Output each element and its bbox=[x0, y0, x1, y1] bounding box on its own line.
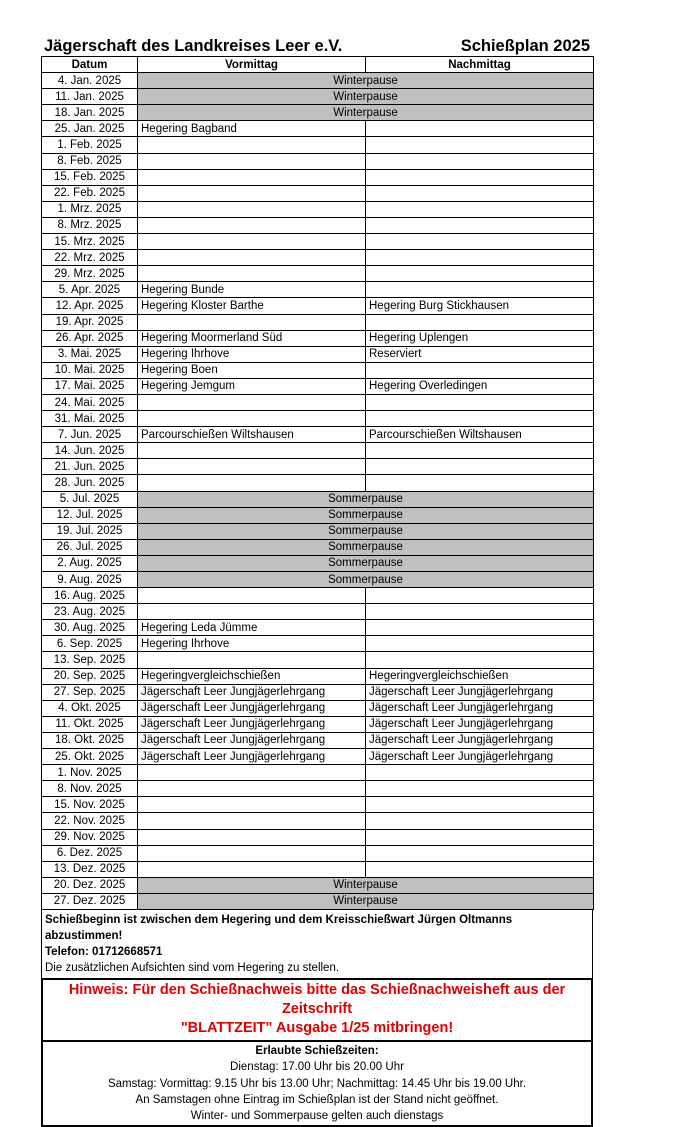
row-date: 1. Mrz. 2025 bbox=[42, 201, 138, 217]
column-header-morning: Vormittag bbox=[138, 57, 366, 73]
table-row bbox=[42, 330, 594, 346]
table-row bbox=[42, 507, 594, 523]
table-row bbox=[42, 716, 594, 732]
row-afternoon bbox=[366, 282, 594, 298]
row-morning: Jägerschaft Leer Jungjägerlehrgang bbox=[138, 749, 366, 765]
row-date: 19. Jul. 2025 bbox=[42, 523, 138, 539]
row-afternoon: Hegeringvergleichschießen bbox=[366, 668, 594, 684]
row-date: 1. Nov. 2025 bbox=[42, 765, 138, 781]
row-date: 30. Aug. 2025 bbox=[42, 620, 138, 636]
row-date: 9. Aug. 2025 bbox=[42, 572, 138, 588]
table-row bbox=[42, 137, 594, 153]
row-pause: Sommerpause bbox=[138, 523, 594, 539]
table-row bbox=[42, 378, 594, 394]
table-row bbox=[42, 700, 594, 716]
table-row bbox=[42, 443, 594, 459]
shooting-times-title: Erlaubte Schießzeiten: bbox=[255, 1044, 379, 1057]
row-morning: Hegering Bagband bbox=[138, 121, 366, 137]
table-row bbox=[42, 523, 594, 539]
row-morning: Jägerschaft Leer Jungjägerlehrgang bbox=[138, 732, 366, 748]
page-header bbox=[41, 33, 593, 56]
row-date: 22. Mrz. 2025 bbox=[42, 250, 138, 266]
row-pause: Sommerpause bbox=[138, 539, 594, 555]
shooting-times-box bbox=[41, 1042, 593, 1127]
row-pause: Winterpause bbox=[138, 105, 594, 121]
row-afternoon bbox=[366, 201, 594, 217]
row-afternoon: Hegering Uplengen bbox=[366, 330, 594, 346]
row-afternoon bbox=[366, 250, 594, 266]
row-pause: Sommerpause bbox=[138, 572, 594, 588]
table-row bbox=[42, 411, 594, 427]
row-date: 3. Mai. 2025 bbox=[42, 346, 138, 362]
row-morning: Parcourschießen Wiltshausen bbox=[138, 427, 366, 443]
row-afternoon: Jägerschaft Leer Jungjägerlehrgang bbox=[366, 700, 594, 716]
schedule-table bbox=[41, 56, 594, 910]
shooting-times-closed: An Samstagen ohne Eintrag im Schießplan ist der Stand nicht geöffnet. bbox=[135, 1093, 499, 1106]
row-morning bbox=[138, 781, 366, 797]
table-row bbox=[42, 765, 594, 781]
table-row bbox=[42, 893, 594, 909]
schedule-body bbox=[42, 73, 594, 910]
table-row bbox=[42, 266, 594, 282]
hint-line-1: Hinweis: Für den Schießnachweis bitte das Schießnachweisheft aus der Zeitschrift bbox=[68, 981, 566, 1017]
row-date: 24. Mai. 2025 bbox=[42, 394, 138, 410]
row-pause: Winterpause bbox=[138, 73, 594, 89]
row-afternoon bbox=[366, 185, 594, 201]
row-date: 29. Nov. 2025 bbox=[42, 829, 138, 845]
row-afternoon: Jägerschaft Leer Jungjägerlehrgang bbox=[366, 716, 594, 732]
row-date: 12. Jul. 2025 bbox=[42, 507, 138, 523]
row-afternoon bbox=[366, 314, 594, 330]
row-morning bbox=[138, 459, 366, 475]
row-pause: Winterpause bbox=[138, 893, 594, 909]
row-pause: Sommerpause bbox=[138, 555, 594, 571]
table-row bbox=[42, 169, 594, 185]
row-afternoon bbox=[366, 861, 594, 877]
row-date: 27. Dez. 2025 bbox=[42, 893, 138, 909]
shooting-times-tuesday: Dienstag: 17.00 Uhr bis 20.00 Uhr bbox=[230, 1061, 404, 1074]
row-morning bbox=[138, 217, 366, 233]
row-afternoon: Jägerschaft Leer Jungjägerlehrgang bbox=[366, 749, 594, 765]
row-morning bbox=[138, 153, 366, 169]
row-date: 10. Mai. 2025 bbox=[42, 362, 138, 378]
plan-title: Schießplan 2025 bbox=[460, 37, 590, 55]
row-date: 28. Jun. 2025 bbox=[42, 475, 138, 491]
table-row bbox=[42, 845, 594, 861]
row-afternoon bbox=[366, 797, 594, 813]
notes-supervision: Die zusätzlichen Aufsichten sind vom Hegering zu stellen. bbox=[45, 961, 340, 974]
hint-line-2: "BLATTZEIT" Ausgabe 1/25 mitbringen! bbox=[180, 1019, 454, 1036]
row-morning: Hegering Leda Jümme bbox=[138, 620, 366, 636]
row-morning bbox=[138, 169, 366, 185]
row-afternoon bbox=[366, 137, 594, 153]
table-row bbox=[42, 813, 594, 829]
table-row bbox=[42, 829, 594, 845]
column-header-date: Datum bbox=[42, 57, 138, 73]
row-date: 27. Sep. 2025 bbox=[42, 684, 138, 700]
column-header-afternoon: Nachmittag bbox=[366, 57, 594, 73]
row-morning bbox=[138, 829, 366, 845]
row-afternoon: Jägerschaft Leer Jungjägerlehrgang bbox=[366, 684, 594, 700]
table-row bbox=[42, 732, 594, 748]
row-afternoon bbox=[366, 475, 594, 491]
row-afternoon: Hegering Burg Stickhausen bbox=[366, 298, 594, 314]
row-morning: Hegering Kloster Barthe bbox=[138, 298, 366, 314]
table-row bbox=[42, 234, 594, 250]
table-row bbox=[42, 797, 594, 813]
table-row bbox=[42, 185, 594, 201]
table-row bbox=[42, 298, 594, 314]
row-date: 5. Apr. 2025 bbox=[42, 282, 138, 298]
row-date: 8. Nov. 2025 bbox=[42, 781, 138, 797]
row-morning bbox=[138, 797, 366, 813]
row-afternoon: Parcourschießen Wiltshausen bbox=[366, 427, 594, 443]
row-date: 16. Aug. 2025 bbox=[42, 588, 138, 604]
table-row bbox=[42, 427, 594, 443]
table-row bbox=[42, 668, 594, 684]
table-row bbox=[42, 217, 594, 233]
row-date: 12. Apr. 2025 bbox=[42, 298, 138, 314]
row-date: 4. Jan. 2025 bbox=[42, 73, 138, 89]
table-row bbox=[42, 620, 594, 636]
row-afternoon bbox=[366, 845, 594, 861]
table-row bbox=[42, 105, 594, 121]
row-date: 22. Feb. 2025 bbox=[42, 185, 138, 201]
row-afternoon bbox=[366, 362, 594, 378]
row-afternoon bbox=[366, 604, 594, 620]
row-morning: Jägerschaft Leer Jungjägerlehrgang bbox=[138, 700, 366, 716]
row-afternoon bbox=[366, 234, 594, 250]
table-row bbox=[42, 588, 594, 604]
row-afternoon bbox=[366, 459, 594, 475]
row-date: 11. Okt. 2025 bbox=[42, 716, 138, 732]
row-date: 22. Nov. 2025 bbox=[42, 813, 138, 829]
row-afternoon bbox=[366, 217, 594, 233]
row-afternoon: Jägerschaft Leer Jungjägerlehrgang bbox=[366, 732, 594, 748]
row-afternoon bbox=[366, 781, 594, 797]
row-morning bbox=[138, 861, 366, 877]
row-morning bbox=[138, 443, 366, 459]
row-date: 8. Mrz. 2025 bbox=[42, 217, 138, 233]
row-date: 15. Mrz. 2025 bbox=[42, 234, 138, 250]
table-row bbox=[42, 362, 594, 378]
row-morning bbox=[138, 394, 366, 410]
row-date: 15. Nov. 2025 bbox=[42, 797, 138, 813]
row-afternoon bbox=[366, 765, 594, 781]
row-morning: Hegeringvergleichschießen bbox=[138, 668, 366, 684]
table-row bbox=[42, 604, 594, 620]
notes-box bbox=[41, 910, 593, 980]
row-date: 25. Jan. 2025 bbox=[42, 121, 138, 137]
row-date: 8. Feb. 2025 bbox=[42, 153, 138, 169]
notes-phone: Telefon: 01712668571 bbox=[45, 945, 163, 958]
row-afternoon bbox=[366, 411, 594, 427]
row-date: 18. Jan. 2025 bbox=[42, 105, 138, 121]
table-row bbox=[42, 861, 594, 877]
notes-start-info: Schießbeginn ist zwischen dem Hegering und dem Kreisschießwart Jürgen Oltmanns abzustimmen! bbox=[45, 913, 513, 942]
hint-box bbox=[41, 980, 593, 1042]
row-afternoon bbox=[366, 620, 594, 636]
row-date: 1. Feb. 2025 bbox=[42, 137, 138, 153]
row-date: 14. Jun. 2025 bbox=[42, 443, 138, 459]
row-morning bbox=[138, 137, 366, 153]
row-pause: Sommerpause bbox=[138, 507, 594, 523]
table-row bbox=[42, 201, 594, 217]
row-date: 18. Okt. 2025 bbox=[42, 732, 138, 748]
shooting-times-pause: Winter- und Sommerpause gelten auch dienstags bbox=[190, 1110, 444, 1123]
row-afternoon bbox=[366, 652, 594, 668]
table-row bbox=[42, 684, 594, 700]
row-date: 21. Jun. 2025 bbox=[42, 459, 138, 475]
table-row bbox=[42, 877, 594, 893]
row-morning bbox=[138, 475, 366, 491]
table-row bbox=[42, 346, 594, 362]
table-row bbox=[42, 652, 594, 668]
row-morning: Hegering Bunde bbox=[138, 282, 366, 298]
table-row bbox=[42, 781, 594, 797]
row-date: 13. Sep. 2025 bbox=[42, 652, 138, 668]
row-morning: Jägerschaft Leer Jungjägerlehrgang bbox=[138, 684, 366, 700]
row-date: 13. Dez. 2025 bbox=[42, 861, 138, 877]
table-row bbox=[42, 394, 594, 410]
row-date: 20. Dez. 2025 bbox=[42, 877, 138, 893]
row-afternoon bbox=[366, 443, 594, 459]
row-afternoon bbox=[366, 813, 594, 829]
table-row bbox=[42, 572, 594, 588]
row-morning bbox=[138, 604, 366, 620]
row-date: 19. Apr. 2025 bbox=[42, 314, 138, 330]
table-row bbox=[42, 555, 594, 571]
row-morning bbox=[138, 411, 366, 427]
row-date: 2. Aug. 2025 bbox=[42, 555, 138, 571]
table-row bbox=[42, 89, 594, 105]
row-pause: Winterpause bbox=[138, 877, 594, 893]
row-afternoon bbox=[366, 829, 594, 845]
table-row bbox=[42, 636, 594, 652]
row-afternoon: Hegering Overledingen bbox=[366, 378, 594, 394]
row-morning bbox=[138, 266, 366, 282]
table-row bbox=[42, 491, 594, 507]
table-row bbox=[42, 459, 594, 475]
row-morning: Hegering Jemgum bbox=[138, 378, 366, 394]
row-date: 5. Jul. 2025 bbox=[42, 491, 138, 507]
row-afternoon bbox=[366, 121, 594, 137]
row-afternoon bbox=[366, 266, 594, 282]
organization-title: Jägerschaft des Landkreises Leer e.V. bbox=[44, 37, 343, 55]
row-afternoon bbox=[366, 169, 594, 185]
row-afternoon bbox=[366, 394, 594, 410]
row-date: 7. Jun. 2025 bbox=[42, 427, 138, 443]
row-morning bbox=[138, 813, 366, 829]
row-morning bbox=[138, 765, 366, 781]
row-morning bbox=[138, 652, 366, 668]
row-morning bbox=[138, 588, 366, 604]
shooting-times-saturday: Samstag: Vormittag: 9.15 Uhr bis 13.00 Uhr; Nachmittag: 14.45 Uhr bis 19.00 Uhr. bbox=[107, 1077, 527, 1090]
row-date: 15. Feb. 2025 bbox=[42, 169, 138, 185]
table-row bbox=[42, 314, 594, 330]
row-date: 26. Apr. 2025 bbox=[42, 330, 138, 346]
row-morning: Hegering Moormerland Süd bbox=[138, 330, 366, 346]
table-row bbox=[42, 282, 594, 298]
row-afternoon bbox=[366, 588, 594, 604]
row-afternoon: Reserviert bbox=[366, 346, 594, 362]
table-row bbox=[42, 250, 594, 266]
row-morning bbox=[138, 185, 366, 201]
row-morning bbox=[138, 250, 366, 266]
row-date: 29. Mrz. 2025 bbox=[42, 266, 138, 282]
table-row bbox=[42, 73, 594, 89]
row-date: 4. Okt. 2025 bbox=[42, 700, 138, 716]
schedule-page bbox=[41, 33, 593, 1127]
table-header-row bbox=[42, 57, 594, 73]
row-date: 6. Dez. 2025 bbox=[42, 845, 138, 861]
row-date: 11. Jan. 2025 bbox=[42, 89, 138, 105]
row-pause: Sommerpause bbox=[138, 491, 594, 507]
row-morning: Hegering Boen bbox=[138, 362, 366, 378]
table-row bbox=[42, 121, 594, 137]
row-morning: Jägerschaft Leer Jungjägerlehrgang bbox=[138, 716, 366, 732]
row-date: 25. Okt. 2025 bbox=[42, 749, 138, 765]
row-morning bbox=[138, 845, 366, 861]
row-date: 23. Aug. 2025 bbox=[42, 604, 138, 620]
row-date: 20. Sep. 2025 bbox=[42, 668, 138, 684]
row-date: 17. Mai. 2025 bbox=[42, 378, 138, 394]
table-row bbox=[42, 539, 594, 555]
row-morning: Hegering Ihrhove bbox=[138, 636, 366, 652]
row-afternoon bbox=[366, 153, 594, 169]
table-row bbox=[42, 153, 594, 169]
row-date: 6. Sep. 2025 bbox=[42, 636, 138, 652]
table-row bbox=[42, 749, 594, 765]
row-date: 31. Mai. 2025 bbox=[42, 411, 138, 427]
row-morning bbox=[138, 314, 366, 330]
row-pause: Winterpause bbox=[138, 89, 594, 105]
row-morning bbox=[138, 201, 366, 217]
row-morning: Hegering Ihrhove bbox=[138, 346, 366, 362]
row-morning bbox=[138, 234, 366, 250]
table-row bbox=[42, 475, 594, 491]
row-date: 26. Jul. 2025 bbox=[42, 539, 138, 555]
row-afternoon bbox=[366, 636, 594, 652]
